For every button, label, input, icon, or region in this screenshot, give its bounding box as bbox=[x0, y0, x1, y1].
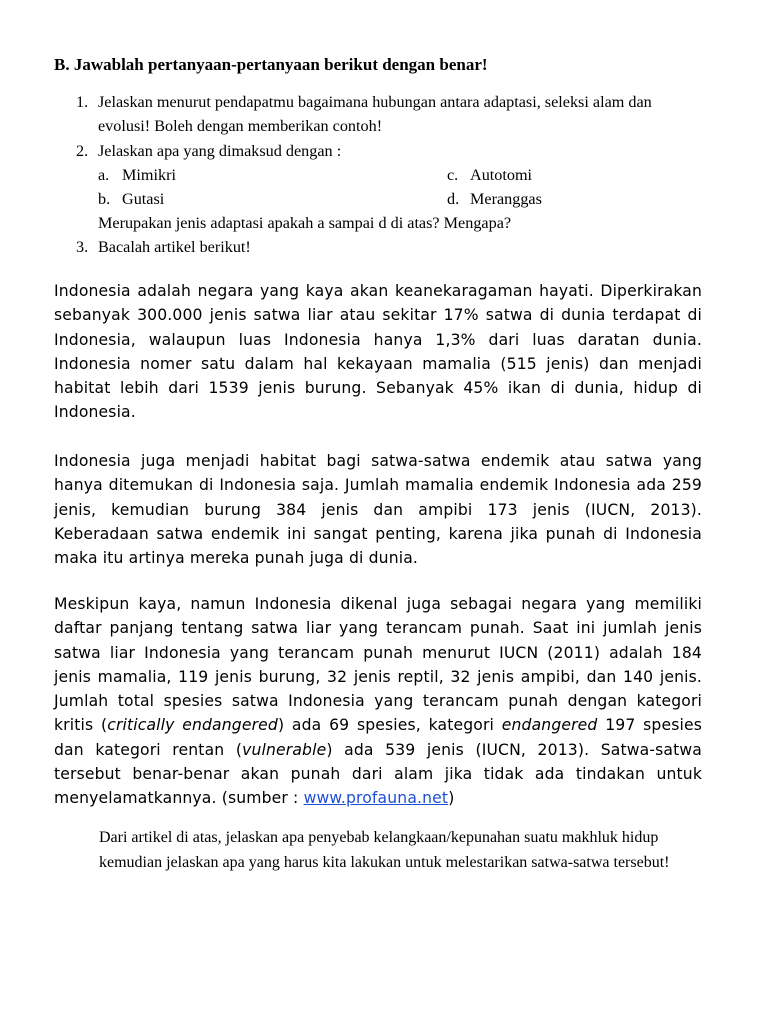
option-b-text: Gutasi bbox=[122, 190, 165, 208]
option-c-text: Autotomi bbox=[470, 166, 533, 184]
article-paragraph-3 bbox=[54, 592, 702, 811]
source-link[interactable]: www.profauna.net bbox=[303, 789, 449, 808]
question-text: Jelaskan apa yang dimaksud dengan : bbox=[98, 142, 342, 160]
option-d-letter: d. bbox=[447, 190, 460, 208]
italic-term: endangered bbox=[501, 716, 598, 735]
article-text: ) ada 69 spesies, kategori bbox=[277, 716, 502, 735]
option-d-text: Meranggas bbox=[470, 190, 542, 208]
italic-term: critically endangered bbox=[107, 716, 278, 735]
question-text: Jelaskan menurut pendapatmu bagaimana hubungan antara adaptasi, seleksi alam dan bbox=[98, 93, 652, 111]
italic-term: vulnerable bbox=[242, 740, 327, 759]
article-text: ) bbox=[448, 789, 455, 808]
final-question: Dari artikel di atas, jelaskan apa penyebab kelangkaan/kepunahan suatu makhluk hidup kemudian jelaskan apa yang harus kita lakukan untuk melestarikan satwa-satwa tersebut! bbox=[99, 829, 670, 871]
option-a-text: Mimikri bbox=[122, 166, 176, 184]
option-b-letter: b. bbox=[98, 190, 111, 208]
question-text: Bacalah artikel berikut! bbox=[98, 238, 251, 256]
question-text: evolusi! Boleh dengan memberikan contoh! bbox=[98, 117, 383, 135]
option-a-letter: a. bbox=[98, 166, 110, 184]
option-c-letter: c. bbox=[447, 166, 459, 184]
question-number: 3. bbox=[76, 238, 89, 256]
article-text: ) ada 539 jenis (IUCN, 2013). Satwa-satwa tersebut benar-benar akan punah dari alam jika tidak ada tindakan untuk menyelamatkannya. (sumber : bbox=[54, 740, 702, 808]
article-paragraph-1: Indonesia adalah negara yang kaya akan keanekaragaman hayati. Diperkirakan sebanyak 300.000 jenis satwa liar atau sekitar 17% satwa di dunia terdapat di Indonesia, walaupun luas Indonesia hanya 1,3% dari luas daratan dunia. Indonesia nomer satu dalam hal kekayaan mamalia (515 jenis) dan menjadi habitat lebih dari 1539 jenis burung. Sebanyak 45% ikan di dunia, hidup di Indonesia. bbox=[54, 282, 702, 422]
article-text: Meskipun kaya, namun Indonesia dikenal juga sebagai negara yang memiliki daftar panjang tentang satwa liar yang terancam punah. Saat ini jumlah jenis satwa liar Indonesia yang terancam punah menurut IUCN (2011) adalah 184 jenis mamalia, 119 jenis burung, 32 jenis reptil, 32 jenis ampibi, dan 140 jenis. Jumlah total spesies satwa Indonesia yang terancam punah dengan kategori kritis ( bbox=[54, 595, 702, 735]
section-heading: B. Jawablah pertanyaan-pertanyaan berikut dengan benar! bbox=[54, 55, 488, 74]
article-paragraph-2: Indonesia juga menjadi habitat bagi satwa-satwa endemik atau satwa yang hanya ditemukan di Indonesia saja. Jumlah mamalia endemik Indonesia ada 259 jenis, kemudian burung 384 jenis dan ampibi 173 jenis (IUCN, 2013). Keberadaan satwa endemik ini sangat penting, karena jika punah di Indonesia maka itu artinya mereka punah juga di dunia. bbox=[54, 452, 702, 568]
article-text: 197 spesies dan kategori rentan ( bbox=[54, 716, 702, 759]
question-number: 1. bbox=[76, 93, 89, 111]
follow-up-text: Merupakan jenis adaptasi apakah a sampai d di atas? Mengapa? bbox=[98, 214, 512, 232]
question-number: 2. bbox=[76, 142, 89, 160]
